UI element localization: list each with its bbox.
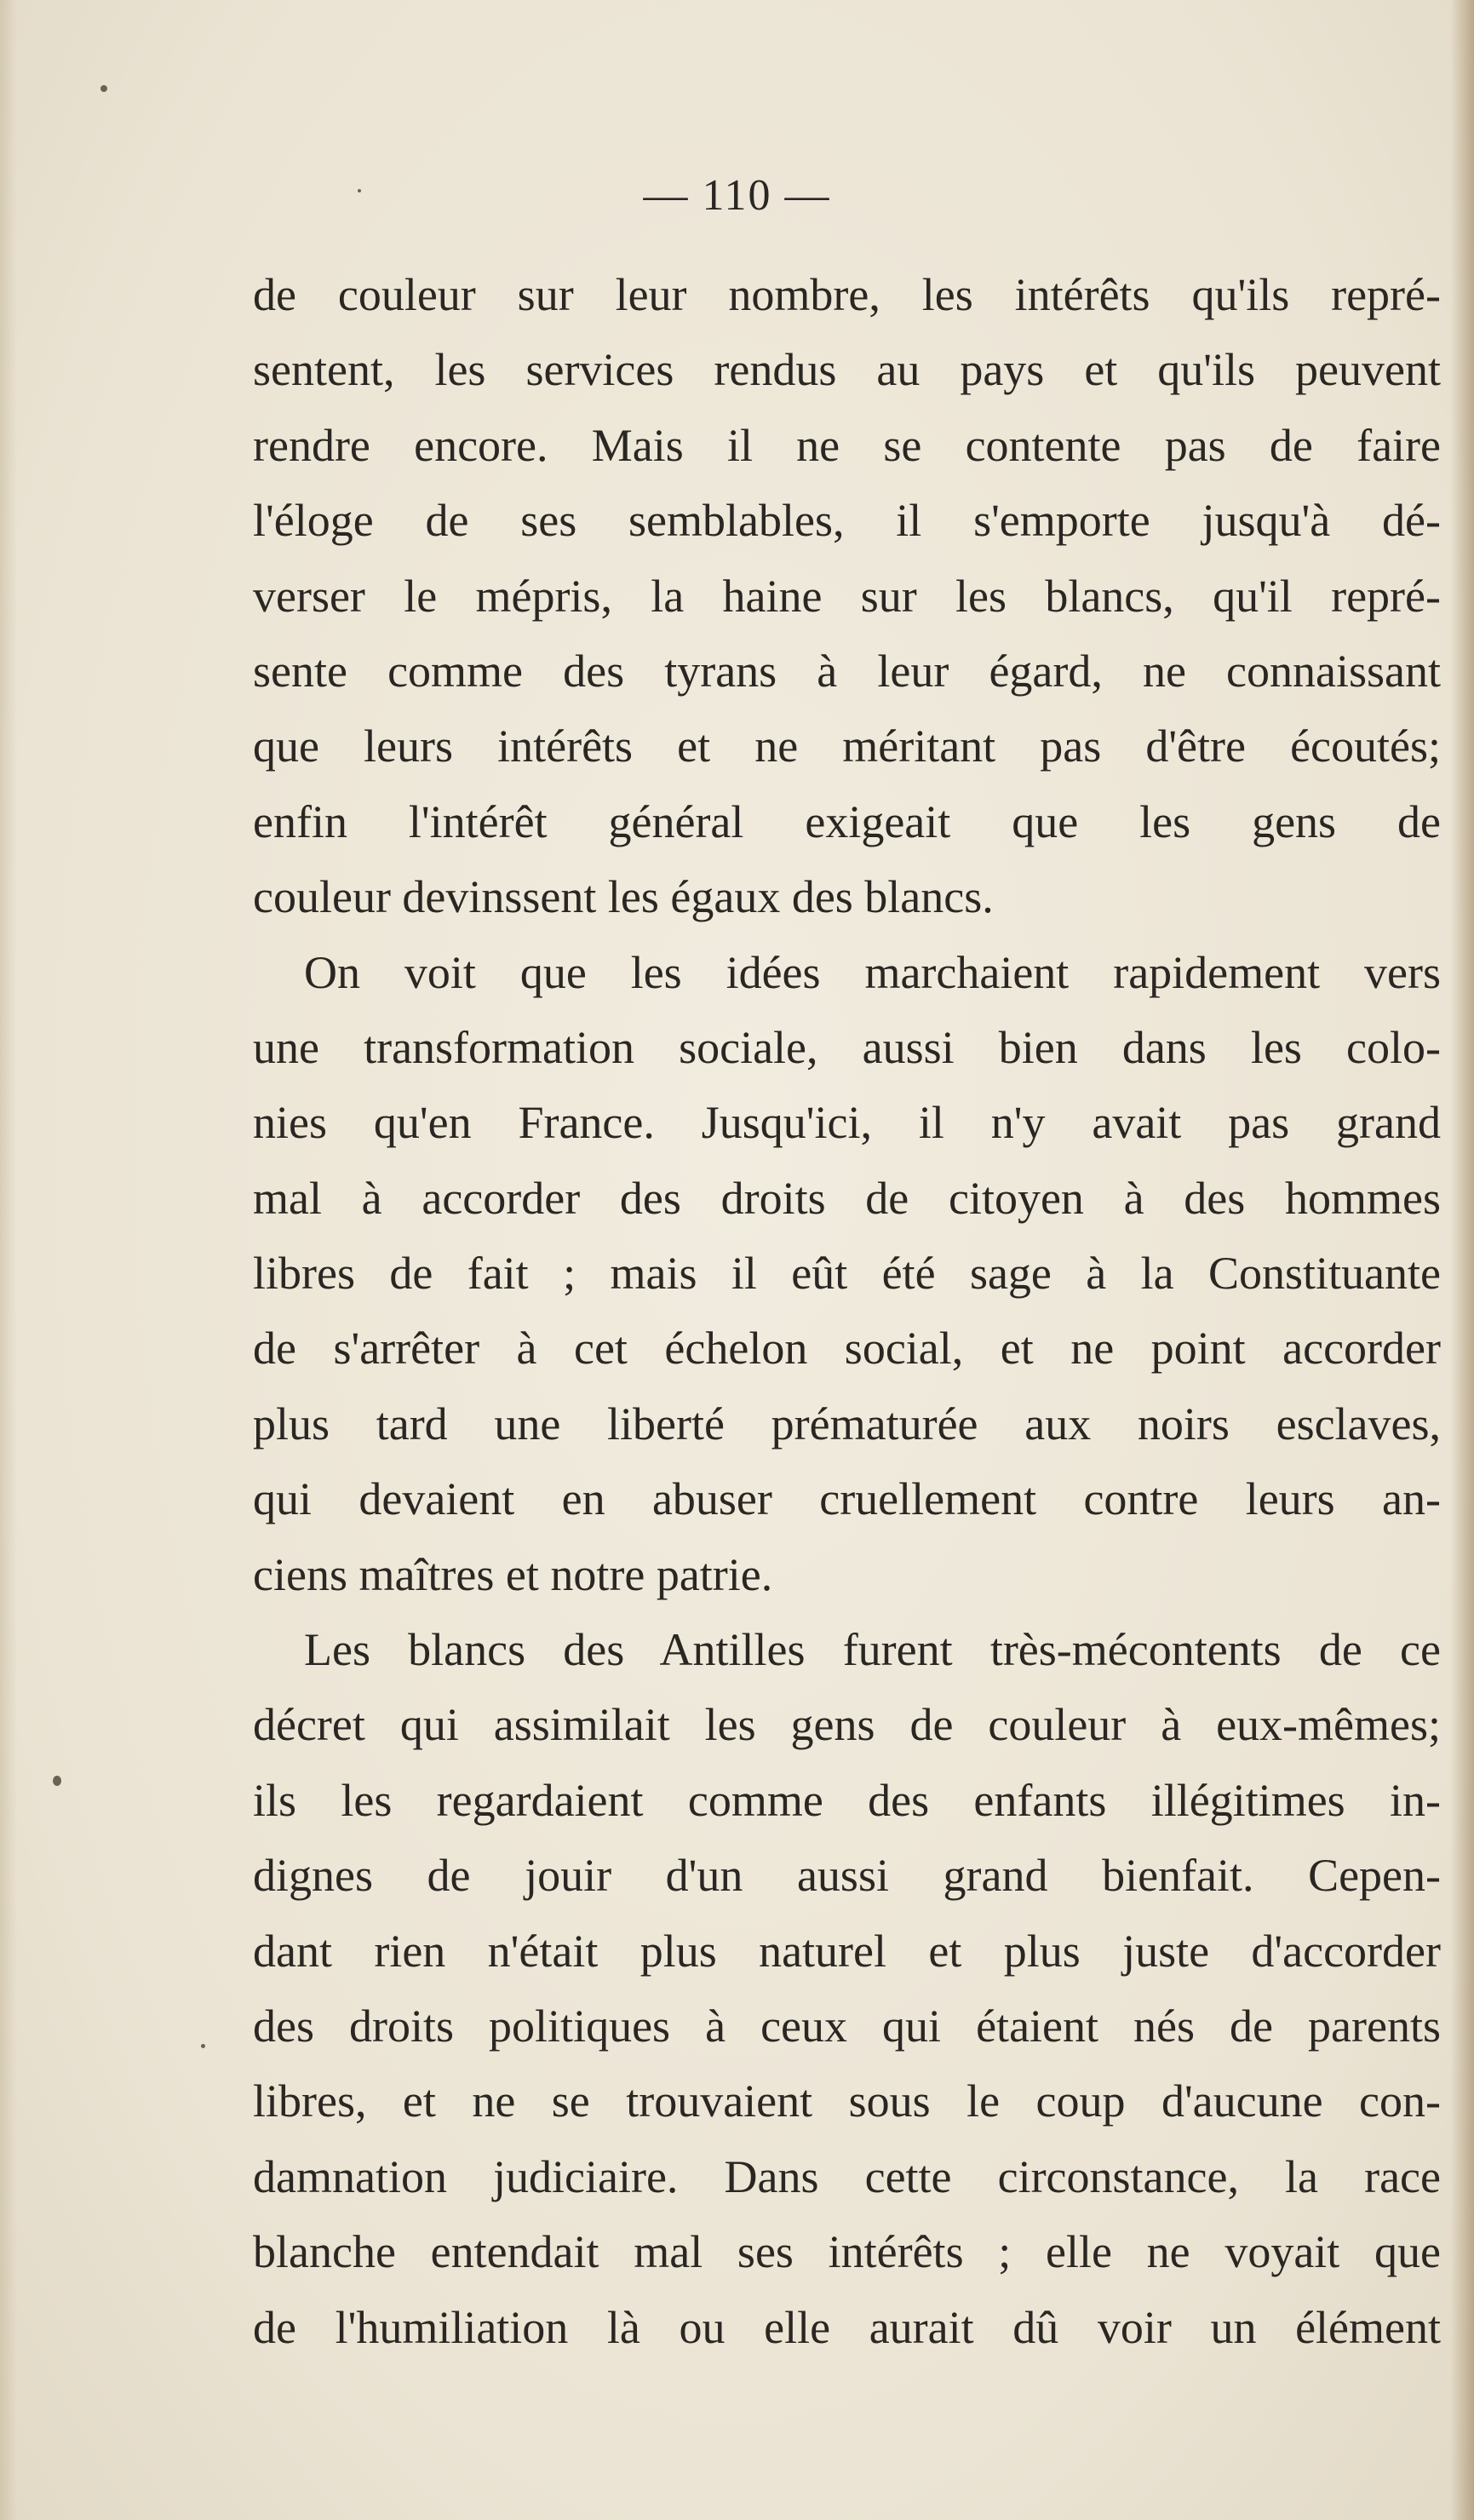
text-line: damnation judiciaire. Dans cette circonstance, la race [253,2150,1441,2202]
text-line: l'éloge de ses semblables, il s'emporte jusqu'à dé- [253,495,1441,547]
body-text [253,257,1441,2365]
text-line: décret qui assimilait les gens de couleur à eux-mêmes; [253,1699,1441,1751]
text-line: dant rien n'était plus naturel et plus juste d'accorder [253,1925,1441,1977]
page-edge-shadow [1450,0,1474,2520]
text-line: libres, et ne se trouvaient sous le coup d'aucune con- [253,2075,1441,2127]
text-line: libres de fait ; mais il eût été sage à la Constituante [253,1248,1441,1300]
text-line: des droits politiques à ceux qui étaient nés de parents [253,2000,1441,2052]
text-line: verser le mépris, la haine sur les blancs, qu'il repré- [253,570,1441,622]
ink-speck [201,2044,205,2048]
text-line: une transformation sociale, aussi bien dans les colo- [253,1021,1441,1073]
text-line: On voit que les idées marchaient rapidement vers [304,946,1441,998]
ink-speck [100,85,107,92]
text-line: plus tard une liberté prématurée aux noirs esclaves, [253,1398,1441,1449]
text-line: couleur devinssent les égaux des blancs. [253,871,994,923]
text-line: ils les regardaient comme des enfants illégitimes in- [253,1774,1441,1826]
text-line: de s'arrêter à cet échelon social, et ne point accorder [253,1323,1441,1375]
text-line: Les blancs des Antilles furent très-mécontents de ce [304,1624,1441,1676]
page-number: — 110 — [643,171,831,220]
text-line: dignes de jouir d'un aussi grand bienfait. Cepen- [253,1850,1441,1902]
text-line: nies qu'en France. Jusqu'ici, il n'y avait pas grand [253,1097,1441,1149]
text-line: ciens maîtres et notre patrie. [253,1548,773,1600]
ink-speck [53,1776,61,1786]
text-line: sentent, les services rendus au pays et qu'ils peuvent [253,344,1441,396]
text-line: que leurs intérêts et ne méritant pas d'être écoutés; [253,720,1441,772]
text-line: qui devaient en abuser cruellement contre leurs an- [253,1473,1441,1525]
text-line: mal à accorder des droits de citoyen à des hommes [253,1172,1441,1224]
text-line: de l'humiliation là ou elle aurait dû voir un élément [253,2301,1441,2353]
text-line: enfin l'intérêt général exigeait que les gens de [253,795,1441,847]
page-gutter-shadow [0,0,17,2520]
text-line: rendre encore. Mais il ne se contente pas de faire [253,419,1441,471]
text-line: de couleur sur leur nombre, les intérêts qu'ils repré- [253,269,1441,320]
text-line: sente comme des tyrans à leur égard, ne connaissant [253,645,1441,697]
text-line: blanche entendait mal ses intérêts ; elle ne voyait que [253,2226,1441,2278]
